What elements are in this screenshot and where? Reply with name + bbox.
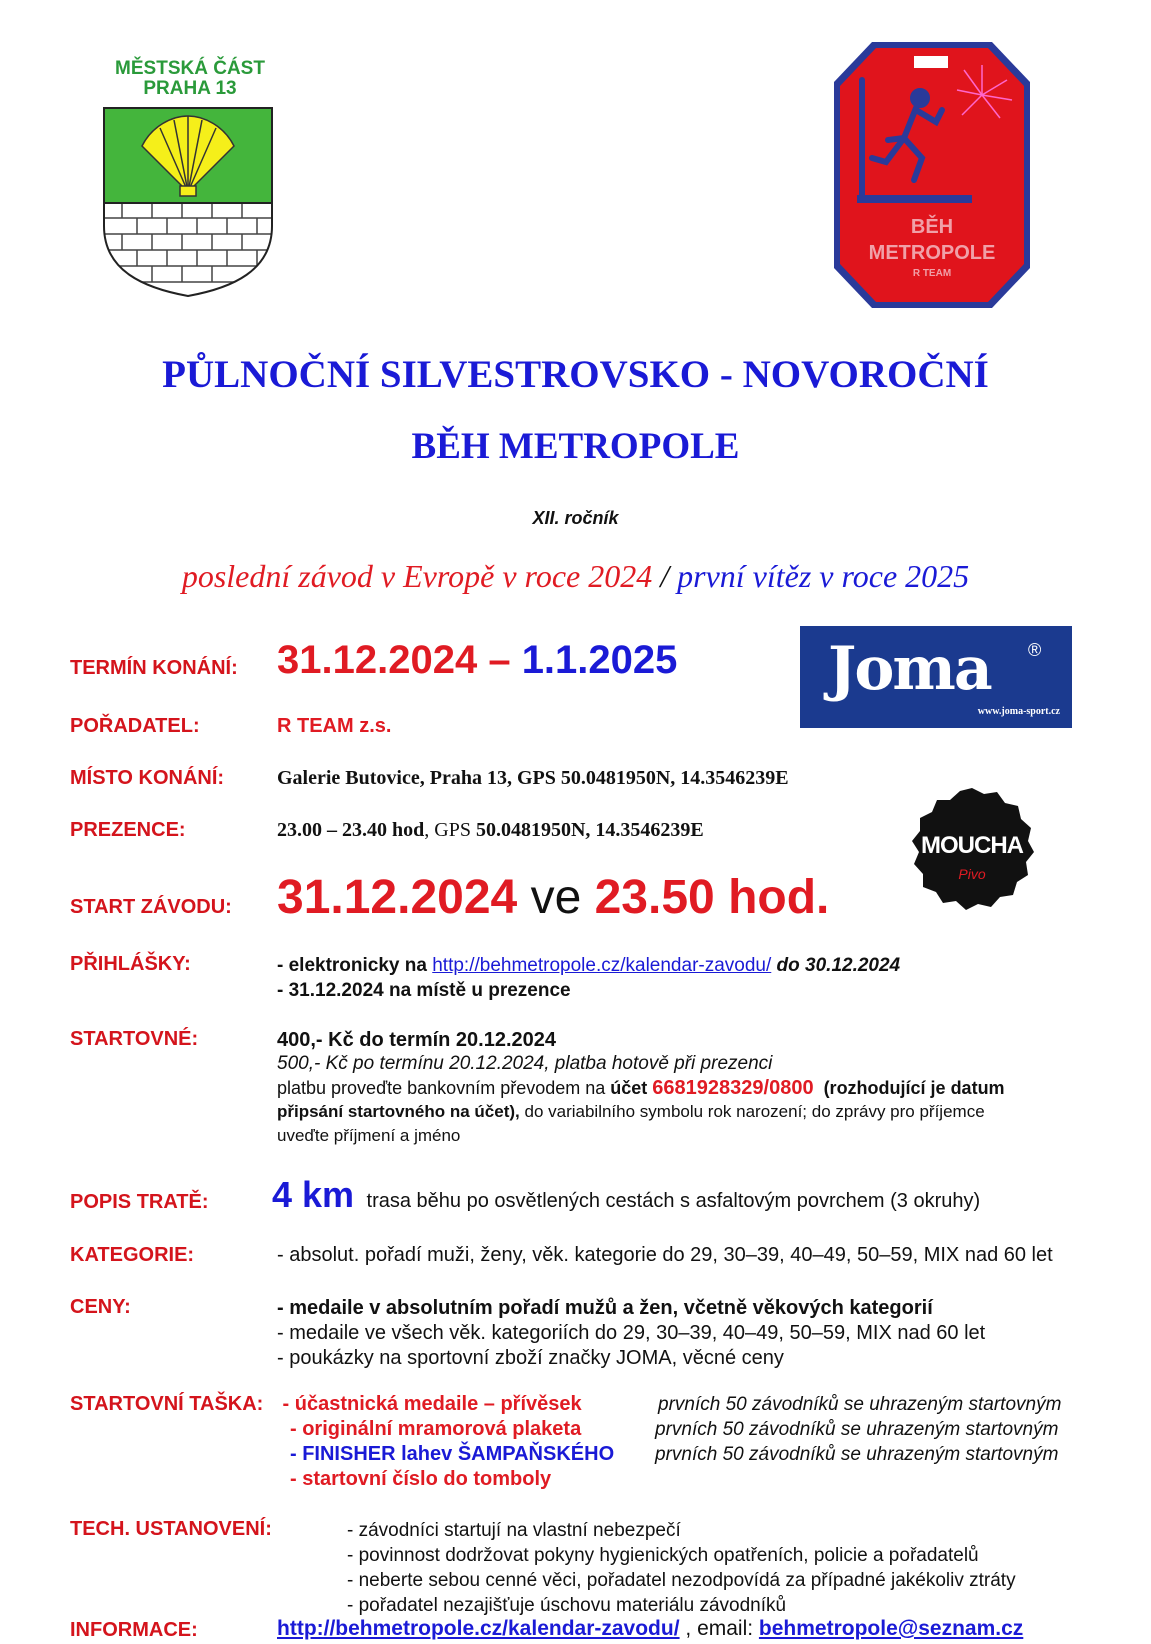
tech-item-1: - závodníci startují na vlastní nebezpečí	[347, 1520, 681, 1541]
informace-link[interactable]: http://behmetropole.cz/kalendar-zavodu/	[277, 1617, 680, 1640]
informace-email[interactable]: behmetropole@seznam.cz	[758, 1617, 1024, 1640]
startovne-label: STARTOVNÉ:	[70, 1028, 199, 1050]
termin-dash: –	[477, 638, 522, 682]
tagline-right: první vítěz v roce 2025	[677, 558, 970, 594]
district-logo	[100, 58, 280, 298]
tech-value	[347, 1518, 1016, 1618]
ceny-l3: - poukázky na sportovní zboží značky JOMA, věcné ceny	[277, 1347, 784, 1369]
joma-reg: ®	[1028, 640, 1042, 660]
startovne-l3a: platbu proveďte bankovním převodem na	[277, 1078, 611, 1098]
popis-value	[272, 1174, 980, 1216]
race-logo	[832, 40, 1032, 310]
informace-mid: , email:	[679, 1617, 759, 1640]
start-ve: ve	[517, 871, 595, 924]
moucha-logo	[908, 786, 1036, 914]
startovne-l3c: (rozhodující je datum	[813, 1078, 1005, 1098]
tech-item-4: - pořadatel nezajišťuje úschovu materiálu závodníků	[347, 1595, 787, 1616]
taska-item-3: - FINISHER lahev ŠAMPAŇSKÉHO	[290, 1443, 615, 1465]
startovne-value	[277, 1028, 1005, 1148]
startovne-l4b: do variabilního symbolu rok narození; do zprávy pro příjemce	[519, 1102, 985, 1121]
prezence-label: PREZENCE:	[70, 819, 186, 841]
startovne-l2: 500,- Kč po termínu 20.12.2024, platba hotově při prezenci	[277, 1053, 773, 1074]
taska-item-2: - originální mramorová plaketa	[290, 1418, 582, 1440]
taska-item-4: - startovní číslo do tomboly	[290, 1468, 552, 1490]
moucha-sub: Pivo	[958, 866, 986, 882]
startovne-l4a: připsání startovného na účet),	[277, 1102, 520, 1121]
ceny-label: CENY:	[70, 1296, 131, 1318]
startovne-l3b: účet	[610, 1078, 653, 1098]
district-logo-line2: PRAHA 13	[143, 78, 237, 99]
district-logo-line1: MĚSTSKÁ ČÁST	[115, 58, 265, 79]
moucha-name: MOUCHA	[921, 832, 1023, 859]
prihlasky-l2: - 31.12.2024 na místě u prezence	[277, 980, 571, 1001]
informace-value	[277, 1617, 1023, 1641]
taska-label: STARTOVNÍ TAŠKA:	[70, 1393, 264, 1415]
prezence-gps: 50.0481950N, 14.3546239E	[475, 819, 704, 841]
joma-logo	[800, 626, 1072, 728]
termin-date-end: 1.1.2025	[521, 638, 678, 682]
prezence-time: 23.00 – 23.40 hod	[277, 819, 425, 841]
race-logo-line1: BĚH	[910, 216, 954, 238]
joma-name: Joma	[828, 634, 991, 704]
popis-km: 4 km	[272, 1174, 355, 1215]
title-line1: PŮLNOČNÍ SILVESTROVSKO - NOVOROČNÍ	[162, 353, 989, 396]
tagline	[0, 558, 1151, 595]
startovne-account: 6681928329/0800	[652, 1077, 814, 1099]
race-logo-mark: R TEAM	[912, 268, 952, 279]
informace-label: INFORMACE:	[70, 1619, 198, 1641]
prihlasky-value	[277, 953, 900, 1003]
misto-label: MÍSTO KONÁNÍ:	[70, 767, 225, 789]
ceny-l2: - medaile ve všech věk. kategoriích do 29, 30–39, 40–49, 50–59, MIX nad 60 let	[277, 1322, 986, 1344]
ceny-value	[277, 1296, 985, 1371]
tagline-left: poslední závod v Evropě v roce 2024	[181, 558, 653, 594]
prihlasky-l1-pre: - elektronicky na	[277, 955, 433, 976]
poradatel-value: R TEAM z.s.	[277, 715, 392, 737]
joma-url: www.joma-sport.cz	[977, 706, 1060, 717]
misto-value: Galerie Butovice, Praha 13, GPS 50.0481950N, 14.3546239E	[277, 767, 789, 789]
termin-value	[277, 638, 677, 683]
startovne-l5: uveďte příjmení a jméno	[277, 1126, 461, 1145]
popis-label: POPIS TRATĚ:	[70, 1191, 209, 1213]
start-time: 23.50 hod.	[594, 871, 830, 924]
tech-item-3: - neberte sebou cenné věci, pořadatel nezodpovídá za případné jakékoliv ztráty	[347, 1570, 1016, 1591]
race-logo-line2: METROPOLE	[868, 242, 996, 264]
termin-label: TERMÍN KONÁNÍ:	[70, 657, 238, 679]
kategorie-value: - absolut. pořadí muži, ženy, věk. kategorie do 29, 30–39, 40–49, 50–59, MIX nad 60 let	[277, 1244, 1053, 1266]
taska-note-1: prvních 50 závodníků se uhrazeným startovným	[658, 1394, 1062, 1415]
prihlasky-label: PŘIHLÁŠKY:	[70, 953, 191, 975]
taska-item-1: - účastnická medaile – přívěsek	[277, 1393, 582, 1415]
shell-shield-icon	[102, 106, 282, 306]
prezence-value	[277, 819, 704, 842]
title-line2: BĚH METROPOLE	[411, 426, 740, 467]
start-value	[277, 870, 829, 925]
startovne-l1: 400,- Kč do termín 20.12.2024	[277, 1029, 557, 1051]
prihlasky-link[interactable]: http://behmetropole.cz/kalendar-zavodu/	[432, 955, 772, 976]
tech-item-2: - povinnost dodržovat pokyny hygienických opatřeních, policie a pořadatelů	[347, 1545, 979, 1566]
prihlasky-l1-post: do 30.12.2024	[771, 955, 901, 976]
poradatel-label: POŘADATEL:	[70, 715, 200, 737]
kategorie-label: KATEGORIE:	[70, 1244, 195, 1266]
tech-label: TECH. USTANOVENÍ:	[70, 1518, 272, 1540]
start-date: 31.12.2024	[277, 871, 518, 924]
edition: XII. ročník	[532, 508, 619, 528]
popis-text: trasa běhu po osvětlených cestách s asfaltovým povrchem (3 okruhy)	[366, 1190, 981, 1212]
taska-note-3: prvních 50 závodníků se uhrazeným startovným	[655, 1444, 1059, 1465]
tagline-sep: /	[652, 558, 678, 594]
termin-date-start: 31.12.2024	[277, 638, 478, 682]
taska-note-2: prvních 50 závodníků se uhrazeným startovným	[655, 1419, 1059, 1440]
start-label: START ZÁVODU:	[70, 896, 232, 918]
ceny-l1: - medaile v absolutním pořadí mužů a žen, včetně věkových kategorií	[277, 1297, 933, 1319]
prezence-mid: , GPS	[424, 819, 476, 841]
